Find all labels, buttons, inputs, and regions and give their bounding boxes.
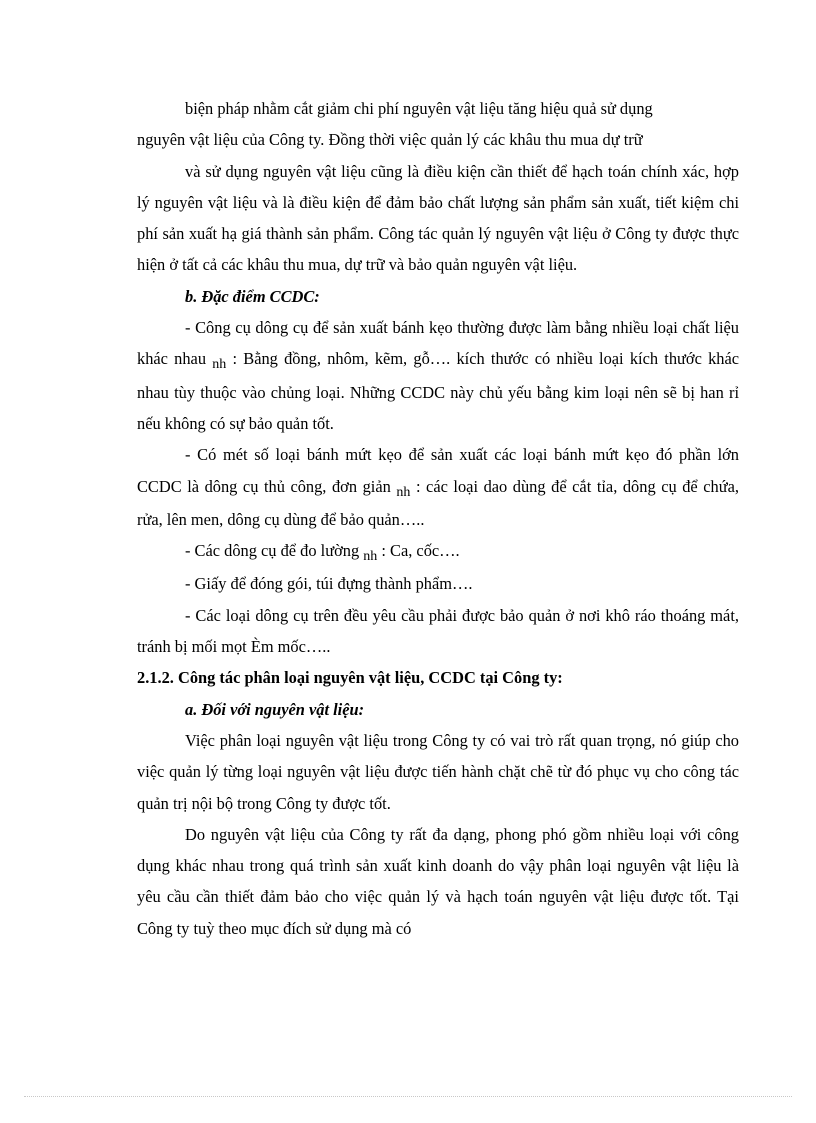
heading-ccdc-features: b. Đặc điểm CCDC: bbox=[185, 286, 320, 306]
bullet-materials-text-b: : Bằng đồng, nhôm, kẽm, gỗ…. kích thước có nhiều loại kích thước khác nhau tùy thuộc vào chủng loại. Những CCDC này chủ yếu bằng kim loại nên sẽ bị han rỉ nếu không có sự bảo quản tốt. bbox=[137, 349, 740, 433]
bullet-materials-text-a: - Công cụ dông cụ để sản xuất bánh kẹo thường được làm bằng nhiều loại chất liệu khác nhau bbox=[137, 318, 739, 369]
bullet-measuring-text-b: : Ca, cốc…. bbox=[381, 541, 460, 561]
bullet-handtools-nh: nh bbox=[396, 484, 411, 500]
bullet-measuring bbox=[137, 535, 739, 568]
paragraph-classification-role: Việc phân loại nguyên vật liệu trong Công ty có vai trò rất quan trọng, nó giúp cho việc quản lý từng loại nguyên vật liệu được tiến hành chặt chẽ từ đó phục vụ cho công tác quản trị nội bộ trong Công ty được tốt. bbox=[137, 730, 739, 813]
heading-raw-materials: a. Đối với nguyên vật liệu: bbox=[185, 699, 365, 719]
paragraph-intro-line1: biện pháp nhằm cắt giảm chi phí nguyên vật liệu tăng hiệu quả sử dụng bbox=[185, 99, 653, 118]
bullet-handtools-text-a: - Có mét số loại bánh mứt kẹo để sản xuất các loại bánh mứt kẹo đó phần lớn CCDC là dông cụ thủ công, đơn giản bbox=[137, 445, 739, 496]
bullet-handtools-text-b: : các loại dao dùng để cắt tỉa, dông cụ để chứa, rửa, lên men, dông cụ dùng để bảo quản….. bbox=[137, 476, 739, 529]
document-body bbox=[137, 93, 739, 944]
page-footer-dotted-rule bbox=[24, 1096, 792, 1097]
paragraph-management: và sử dụng nguyên vật liệu cũng là điều kiện cần thiết để hạch toán chính xác, hợp lý nguyên vật liệu và là điều kiện để đảm bảo chất lượng sản phẩm sản xuất, tiết kiệm chi phí sản xuất hạ giá thành sản phẩm. Công tác quản lý nguyên vật liệu ở Công ty được thực hiện ở tất cả các khâu thu mua, dự trữ và bảo quản nguyên vật liệu. bbox=[137, 161, 739, 275]
bullet-handtools bbox=[137, 439, 739, 535]
bullet-materials-nh: nh bbox=[212, 357, 227, 373]
bullet-measuring-nh: nh bbox=[363, 549, 378, 565]
paragraph-classification-diversity: Do nguyên vật liệu của Công ty rất đa dạng, phong phó gồm nhiều loại với công dụng khác nhau trong quá trình sản xuất kinh doanh do vậy phân loại nguyên vật liệu là yêu cầu cần thiết đảm bảo cho việc quản lý và hạch toán nguyên vật liệu được tốt. Tại Công ty tuỳ theo mục đích sử dụng mà có bbox=[137, 824, 739, 938]
bullet-measuring-text-a: - Các dông cụ để đo lường bbox=[185, 541, 360, 561]
paragraph-intro-line2: nguyên vật liệu của Công ty. Đồng thời việc quản lý các khâu thu mua dự trữ bbox=[137, 130, 643, 150]
bullet-materials bbox=[137, 312, 739, 439]
bullet-storage: - Các loại dông cụ trên đều yêu cầu phải được bảo quản ở nơi khô ráo thoáng mát, tránh bị mối mọt Èm mốc….. bbox=[137, 605, 739, 657]
section-heading-2-1-2: 2.1.2. Công tác phân loại nguyên vật liệu, CCDC tại Công ty: bbox=[137, 668, 563, 688]
bullet-packaging: - Giấy để đóng gói, túi đựng thành phẩm…. bbox=[185, 574, 473, 594]
